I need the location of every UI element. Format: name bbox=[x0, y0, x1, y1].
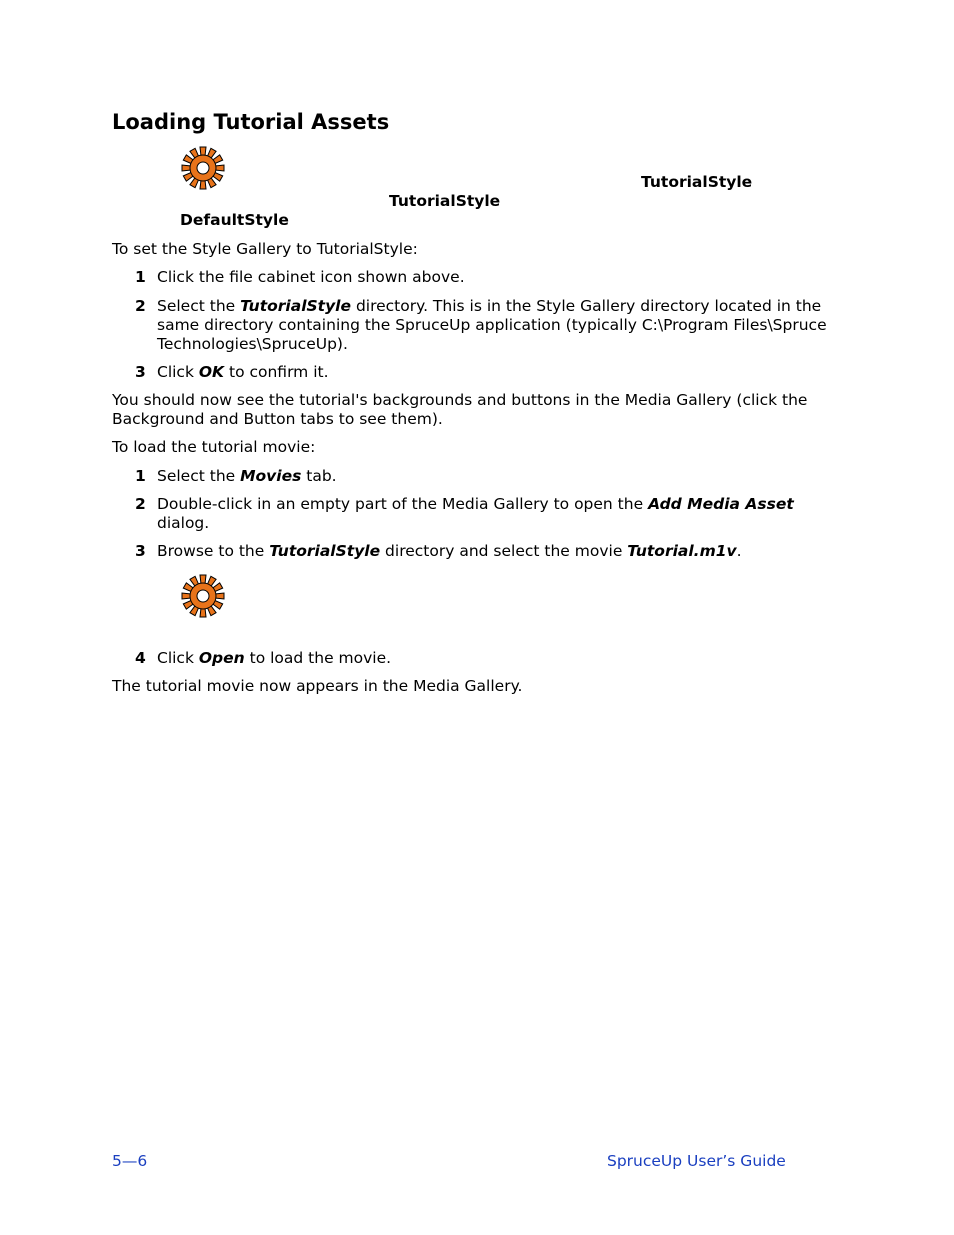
note-gear-icon bbox=[178, 145, 228, 191]
step-number: 2 bbox=[135, 495, 146, 513]
intro-style-gallery: To set the Style Gallery to TutorialStyle: bbox=[112, 240, 418, 258]
step-number: 1 bbox=[135, 467, 146, 485]
step-text: Select the Movies tab. bbox=[157, 467, 337, 485]
step-number: 2 bbox=[135, 297, 146, 315]
paragraph-media-gallery: You should now see the tutorial's backgrounds and buttons in the Media Gallery (click the Background and Button tabs to see them). bbox=[112, 391, 808, 428]
closing-paragraph: The tutorial movie now appears in the Media Gallery. bbox=[112, 677, 523, 695]
step-text: Click OK to confirm it. bbox=[157, 363, 329, 381]
note-defaultstyle: DefaultStyle bbox=[180, 211, 289, 229]
guide-title: SpruceUp User’s Guide bbox=[607, 1152, 786, 1170]
page-title: Loading Tutorial Assets bbox=[112, 110, 390, 134]
note-gear-icon bbox=[178, 573, 228, 619]
step-number: 3 bbox=[135, 363, 146, 381]
step-text: Click the file cabinet icon shown above. bbox=[157, 268, 465, 286]
step-number: 3 bbox=[135, 542, 146, 560]
step-number: 4 bbox=[135, 649, 146, 667]
intro-tutorial-movie: To load the tutorial movie: bbox=[112, 438, 316, 456]
page-number: 5—6 bbox=[112, 1152, 148, 1170]
step-text: Select the TutorialStyle directory. This is in the Style Gallery directory located in the same directory containing the SpruceUp application (typically C:\Program Files\Spruce Technologies\SpruceUp). bbox=[157, 297, 827, 353]
note-tutorialstyle-b: TutorialStyle bbox=[389, 192, 501, 210]
step-text: Click Open to load the movie. bbox=[157, 649, 392, 667]
step-number: 1 bbox=[135, 268, 146, 286]
step-text: Browse to the TutorialStyle directory and select the movie Tutorial.m1v. bbox=[157, 542, 742, 560]
step-text: Double-click in an empty part of the Media Gallery to open the Add Media Asset dialog. bbox=[157, 495, 794, 532]
note-tutorialstyle-a: TutorialStyle bbox=[641, 173, 753, 191]
